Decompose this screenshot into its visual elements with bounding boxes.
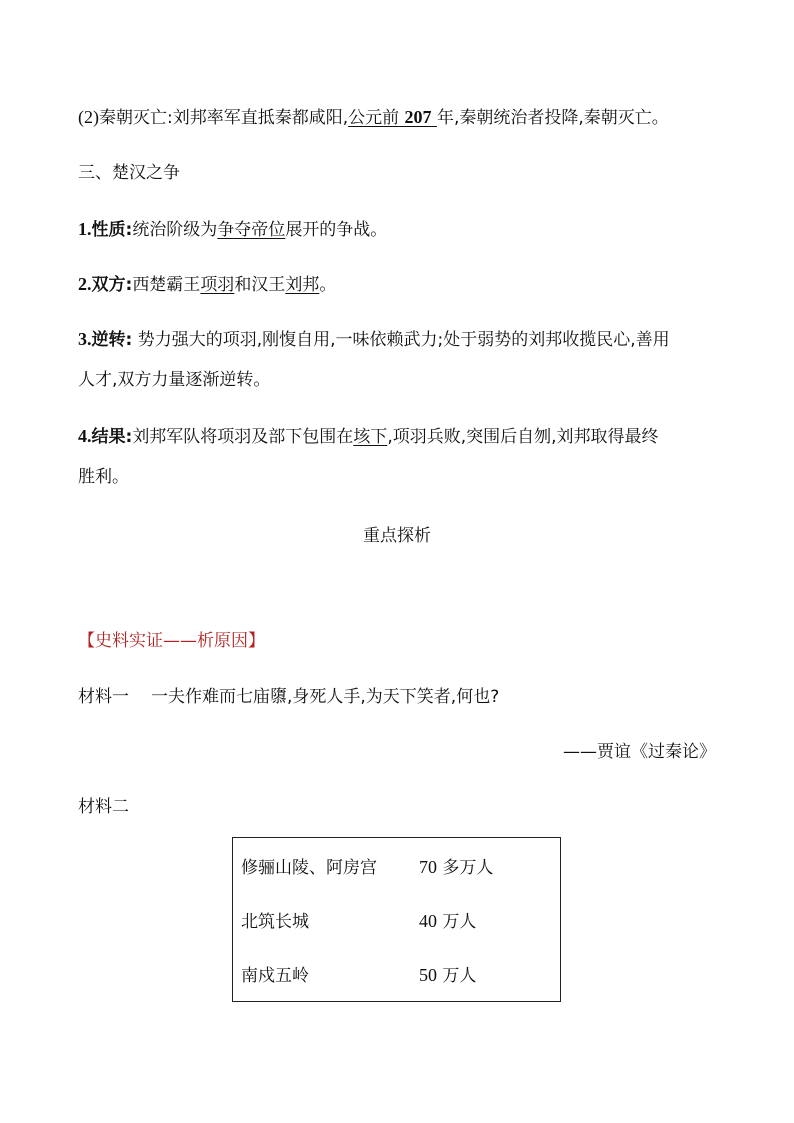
item-number: 4. <box>78 426 92 446</box>
blank-answer: 刘邦 <box>285 275 320 295</box>
blank-answer: 争夺帝位 <box>217 220 286 240</box>
item-number: 3. <box>78 329 92 349</box>
project-cell: 北筑长城 <box>241 911 309 932</box>
item-label: 双方 <box>91 275 126 295</box>
material-source: ——贾谊《过秦论》 <box>563 742 716 762</box>
item-reversal: 3.逆转: 势力强大的项羽,刚愎自用,一味依赖武力;处于弱势的刘邦收揽民心,善用 <box>78 329 670 350</box>
material-text: 一夫作难而七庙隳,身死人手,为天下笑者,何也? <box>151 687 500 707</box>
item-sides: 2.双方:西楚霸王项羽和汉王刘邦。 <box>78 274 337 295</box>
item-number: 2. <box>78 274 92 294</box>
blank-answer: 公元前 207 <box>348 107 432 128</box>
blank-answer: 项羽 <box>200 275 235 295</box>
item-prefix: (2) <box>78 107 99 127</box>
quantity-cell: 70 多万人 <box>419 856 494 878</box>
text: 秦朝灭亡:刘邦率军直抵秦都咸阳, <box>99 108 349 128</box>
item-label: 结果 <box>91 427 126 447</box>
item-result: 4.结果:刘邦军队将项羽及部下包围在垓下,项羽兵败,突围后自刎,刘邦取得最终 <box>78 426 659 447</box>
item-label: 逆转 <box>91 330 126 350</box>
table-row <box>233 946 561 1001</box>
material-label: 材料一 <box>78 687 129 707</box>
text: 年,秦朝统治者投降,秦朝灭亡。 <box>436 108 669 128</box>
item-nature: 1.性质:统治阶级为争夺帝位展开的争战。 <box>78 219 388 240</box>
item-result-cont: 胜利。 <box>78 467 129 487</box>
item-number: 1. <box>78 219 92 239</box>
evidence-title: 【史料实证——析原因】 <box>78 631 265 651</box>
quantity-cell: 50 万人 <box>419 965 477 987</box>
table-row <box>233 838 561 893</box>
quantity-cell: 40 万人 <box>419 910 477 932</box>
project-cell: 南戍五岭 <box>241 966 309 987</box>
table-row <box>233 893 561 947</box>
material-one <box>78 686 499 708</box>
section-title: 三、楚汉之争 <box>78 163 180 183</box>
labor-table <box>232 837 561 1002</box>
material-two-label: 材料二 <box>78 797 129 817</box>
section-heading: 重点探析 <box>363 526 431 546</box>
blank-answer: 垓下 <box>353 427 388 447</box>
paragraph-qin-fall <box>78 106 669 129</box>
item-label: 性质 <box>91 220 126 240</box>
item-reversal-cont: 人才,双方力量逐渐逆转。 <box>78 370 271 390</box>
project-cell: 修骊山陵、阿房宫 <box>241 857 377 878</box>
